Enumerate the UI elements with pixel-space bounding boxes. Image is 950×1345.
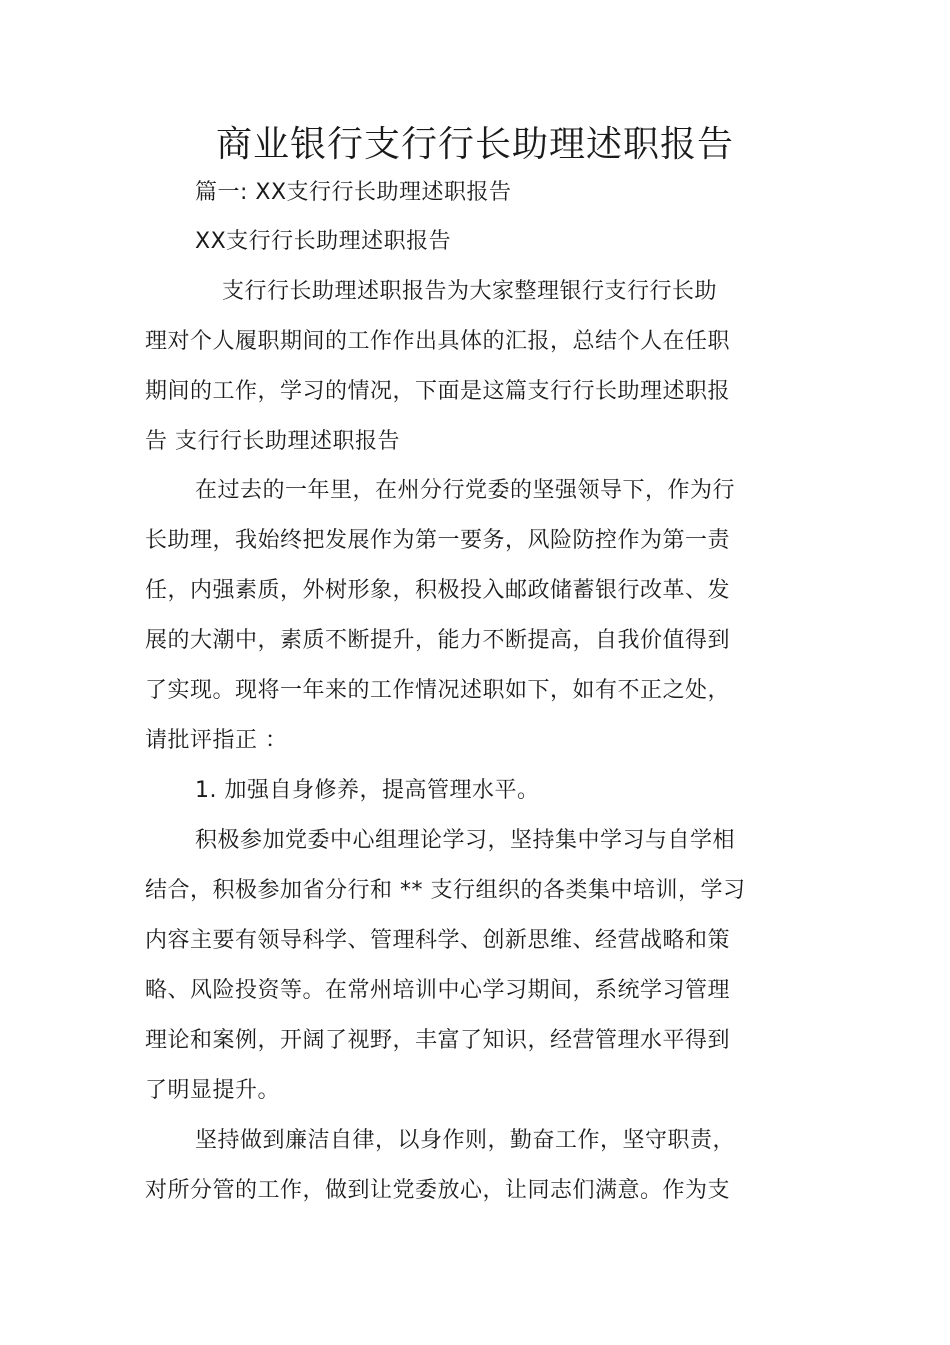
text-line: 内容主要有领导科学、管理科学、创新思维、经营战略和策 xyxy=(145,928,731,953)
text-line: 任，内强素质，外树形象，积极投入邮政储蓄银行改革、发 xyxy=(145,578,731,603)
text-line: 理对个人履职期间的工作作出具体的汇报，总结个人在任职 xyxy=(145,329,731,354)
text-line: 略、风险投资等。在常州培训中心学习期间，系统学习管理 xyxy=(145,978,731,1003)
text-line: 对所分管的工作，做到让党委放心，让同志们满意。作为支 xyxy=(145,1178,731,1203)
text-line: 长助理，我始终把发展作为第一要务，风险防控作为第一责 xyxy=(145,528,731,553)
text-line: XX支行行长助理述职报告 xyxy=(195,229,452,254)
text-line: 了明显提升。 xyxy=(145,1078,281,1103)
text-line: 告 支行行长助理述职报告 xyxy=(145,429,400,454)
text-line: 结合，积极参加省分行和 ** 支行组织的各类集中培训，学习 xyxy=(145,878,746,903)
text-line: 期间的工作，学习的情况，下面是这篇支行行长助理述职报 xyxy=(145,379,731,404)
text-line: 展的大潮中，素质不断提升，能力不断提高，自我价值得到 xyxy=(145,628,731,653)
text-line: 1. 加强自身修养，提高管理水平。 xyxy=(195,778,540,803)
text-line: 理论和案例，开阔了视野，丰富了知识，经营管理水平得到 xyxy=(145,1028,731,1053)
text-line: 了实现。现将一年来的工作情况述职如下，如有不正之处， xyxy=(145,678,731,703)
document-title: 商业银行支行行长助理述职报告 xyxy=(215,124,734,165)
text-line: 篇一: XX支行行长助理述职报告 xyxy=(195,180,512,205)
text-line: 支行行长助理述职报告为大家整理银行支行行长助 xyxy=(222,279,718,304)
text-line: 请批评指正 ： xyxy=(145,728,288,753)
text-line: 坚持做到廉洁自律，以身作则，勤奋工作，坚守职责， xyxy=(195,1128,736,1153)
text-line: 积极参加党委中心组理论学习，坚持集中学习与自学相 xyxy=(195,828,736,853)
text-line: 在过去的一年里，在州分行党委的坚强领导下，作为行 xyxy=(195,478,736,503)
